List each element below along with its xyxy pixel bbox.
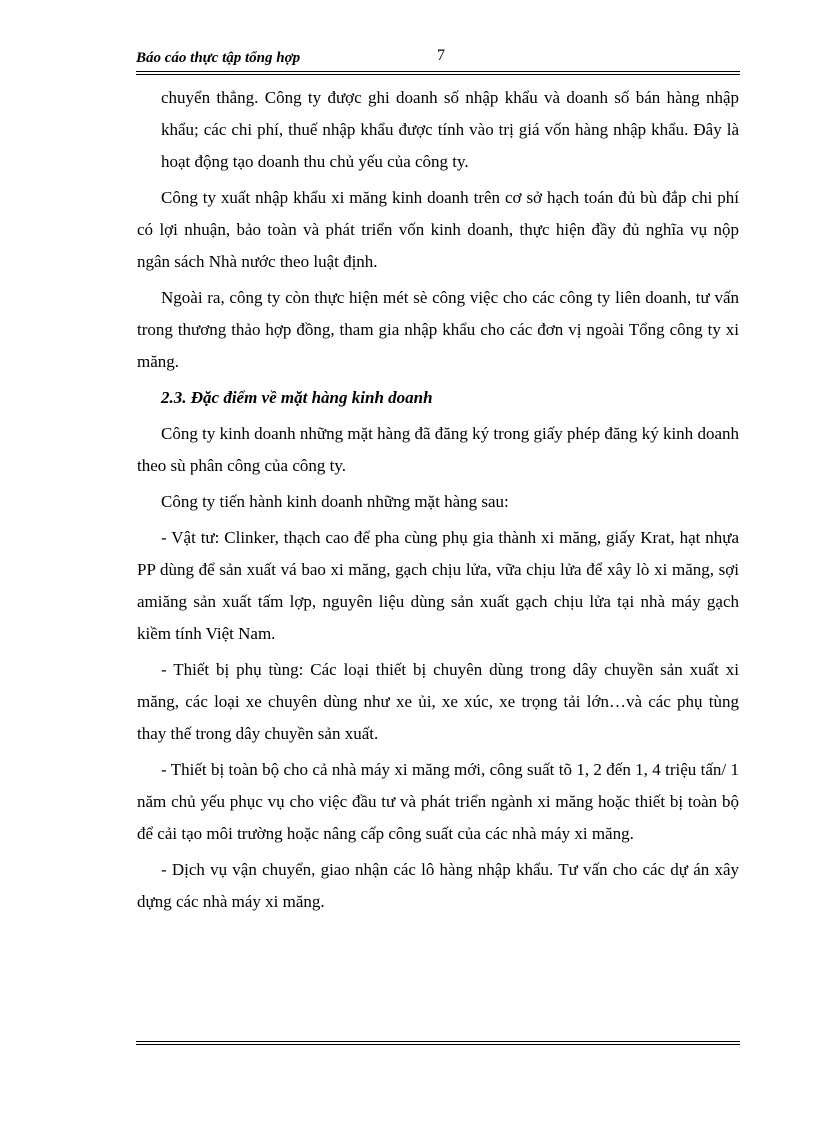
footer-divider (136, 1041, 740, 1045)
header-divider (136, 71, 740, 75)
list-item-materials: - Vật tư: Clinker, thạch cao để pha cùng phụ gia thành xi măng, giấy Krat, hạt nhựa PP dùng để sản xuất vá bao xi măng, gạch chịu lửa, vữa chịu lửa để xây lò xi măng, sợi amiăng sản xuất tấm lợp, nguyên liệu dùng sản xuất gạch chịu lửa tại nhà máy gạch kiềm tính Việt Nam. (137, 528, 739, 643)
paragraph-registered-goods: Công ty kinh doanh những mặt hàng đã đăng ký trong giấy phép đăng ký kinh doanh theo sù phân công của công ty. (137, 424, 739, 475)
page-number: 7 (437, 47, 445, 64)
page-header (136, 46, 740, 72)
list-item-spare-parts: - Thiết bị phụ tùng: Các loại thiết bị chuyên dùng trong dây chuyền sản xuất xi măng, các loại xe chuyên dùng như xe ủi, xe xúc, xe trọng tải lớn…và các phụ tùng thay thế trong dây chuyền sản xuất. (137, 660, 739, 743)
page-body (137, 82, 739, 922)
paragraph-continuation: chuyển thẳng. Công ty được ghi doanh số nhập khẩu và doanh số bán hàng nhập khẩu; các chi phí, thuế nhập khẩu được tính vào trị giá vốn hàng nhập khẩu. Đây là hoạt động tạo doanh thu chủ yếu của công ty. (161, 88, 739, 171)
paragraph-business-principle: Công ty xuất nhập khẩu xi măng kinh doanh trên cơ sở hạch toán đủ bù đắp chi phí có lợi nhuận, bảo toàn và phát triển vốn kinh doanh, thực hiện đầy đủ nghĩa vụ nộp ngân sách Nhà nước theo luật định. (137, 188, 739, 271)
list-item-services: - Dịch vụ vận chuyển, giao nhận các lô hàng nhập khẩu. Tư vấn cho các dự án xây dựng các nhà máy xi măng. (137, 860, 739, 911)
paragraph-other-activities: Ngoài ra, công ty còn thực hiện mét sè công việc cho các công ty liên doanh, tư vấn trong thương thảo hợp đồng, tham gia nhập khẩu cho các đơn vị ngoài Tổng công ty xi măng. (137, 288, 739, 371)
paragraph-goods-intro: Công ty tiến hành kinh doanh những mặt hàng sau: (161, 492, 509, 511)
section-heading: 2.3. Đặc điểm về mặt hàng kinh doanh (161, 388, 433, 407)
list-item-full-equipment: - Thiết bị toàn bộ cho cả nhà máy xi măng mới, công suất tõ 1, 2 đến 1, 4 triệu tấn/ 1 năm chủ yếu phục vụ cho việc đầu tư và phát triển ngành xi măng hoặc thiết bị toàn bộ để cải tạo môi trường hoặc nâng cấp công suất của các nhà máy xi măng. (137, 760, 739, 843)
header-title: Báo cáo thực tập tổng hợp (136, 50, 301, 66)
